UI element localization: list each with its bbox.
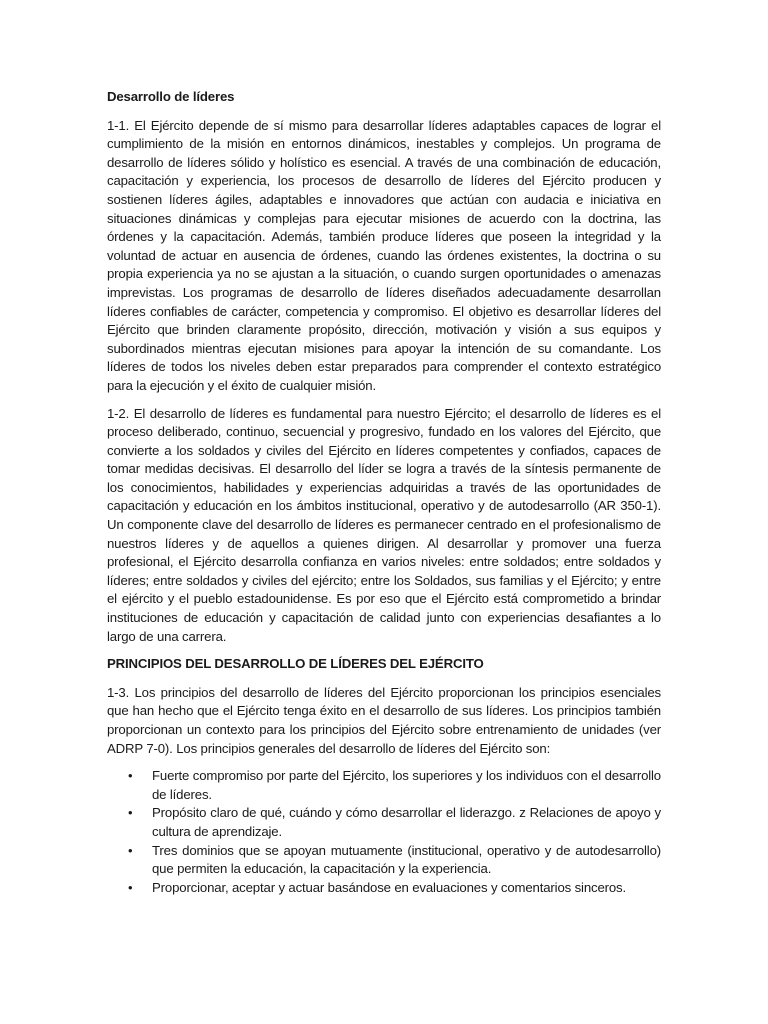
paragraph-1-2: 1-2. El desarrollo de líderes es fundamental para nuestro Ejército; el desarrollo de líderes es el proceso deliberado, continuo, secuencial y progresivo, fundado en los valores del Ejército, que convierte a los soldados y civiles del Ejército en líderes competentes y confiados, capaces de tomar medidas decisivas. El desarrollo del líder se logra a través de la síntesis permanente de los conocimientos, habilidades y experiencias adquiridas a través de las oportunidades de capacitación y educación en los ámbitos institucional, operativo y de autodesarrollo (AR 350-1). Un componente clave del desarrollo de líderes es permanecer centrado en el profesionalismo de nuestros líderes y de aquellos a quienes dirigen. Al desarrollar y promover una fuerza profesional, el Ejército desarrolla confianza en varios niveles: entre soldados; entre soldados y líderes; entre soldados y civiles del ejército; entre los Soldados, sus familias y el Ejército; y entre el ejército y el pueblo estadounidense. Es por eso que el Ejército está comprometido a brindar instituciones de educación y capacitación de calidad junto con experiencias desafiantes a lo largo de una carrera. [107, 405, 661, 644]
bullet-icon: • [128, 805, 133, 821]
paragraph-1-3: 1-3. Los principios del desarrollo de líderes del Ejército proporcionan los principios esenciales que han hecho que el Ejército tenga éxito en el desarrollo de sus líderes. Los principios también proporcionan un contexto para los principios del Ejército sobre entrenamiento de unidades (ver ADRP 7-0). Los principios generales del desarrollo de líderes del Ejército son: [107, 684, 661, 756]
list-item [107, 804, 661, 841]
principles-list [107, 767, 661, 897]
document-page [107, 88, 661, 897]
paragraph-1-1: 1-1. El Ejército depende de sí mismo para desarrollar líderes adaptables capaces de lograr el cumplimiento de la misión en entornos dinámicos, inestables y complejos. Un programa de desarrollo de líderes sólido y holístico es esencial. A través de una combinación de educación, capacitación y experiencia, los procesos de desarrollo de líderes del Ejército producen y sostienen líderes ágiles, adaptables e innovadores que actúan con audacia e iniciativa en situaciones dinámicas y complejas para ejecutar misiones de acuerdo con la doctrina, las órdenes y la capacitación. Además, también produce líderes que poseen la integridad y la voluntad de actuar en ausencia de órdenes, cuando las órdenes existentes, la doctrina o su propia experiencia ya no se ajustan a la situación, o cuando surgen oportunidades o amenazas imprevistas. Los programas de desarrollo de líderes diseñados adecuadamente desarrollan líderes confiables de carácter, competencia y compromiso. El objetivo es desarrollar líderes del Ejército que brinden claramente propósito, dirección, motivación y visión a sus equipos y subordinados mientras ejecutan misiones para apoyar la intención de su comandante. Los líderes de todos los niveles deben estar preparados para comprender el contexto estratégico para la ejecución y el éxito de cualquier misión. [107, 117, 661, 393]
list-item [107, 767, 661, 804]
list-item [107, 879, 661, 898]
list-item-text: Proporcionar, aceptar y actuar basándose en evaluaciones y comentarios sinceros. [152, 879, 627, 895]
list-item-text: Fuerte compromiso por parte del Ejército, los superiores y los individuos con el desarrollo de líderes. [152, 768, 661, 802]
list-item [107, 842, 661, 879]
section-heading: PRINCIPIOS DEL DESARROLLO DE LÍDERES DEL EJÉRCITO [107, 656, 484, 672]
list-item-text: Tres dominios que se apoyan mutuamente (institucional, operativo y de autodesarrollo) que permiten la educación, la capacitación y la experiencia. [152, 842, 661, 877]
bullet-icon: • [128, 879, 133, 895]
document-title: Desarrollo de líderes [107, 89, 235, 104]
bullet-icon: • [128, 842, 133, 858]
list-item-text: Propósito claro de qué, cuándo y cómo desarrollar el liderazgo. z Relaciones de apoyo y cultura de aprendizaje. [152, 805, 661, 839]
bullet-icon: • [128, 768, 133, 784]
